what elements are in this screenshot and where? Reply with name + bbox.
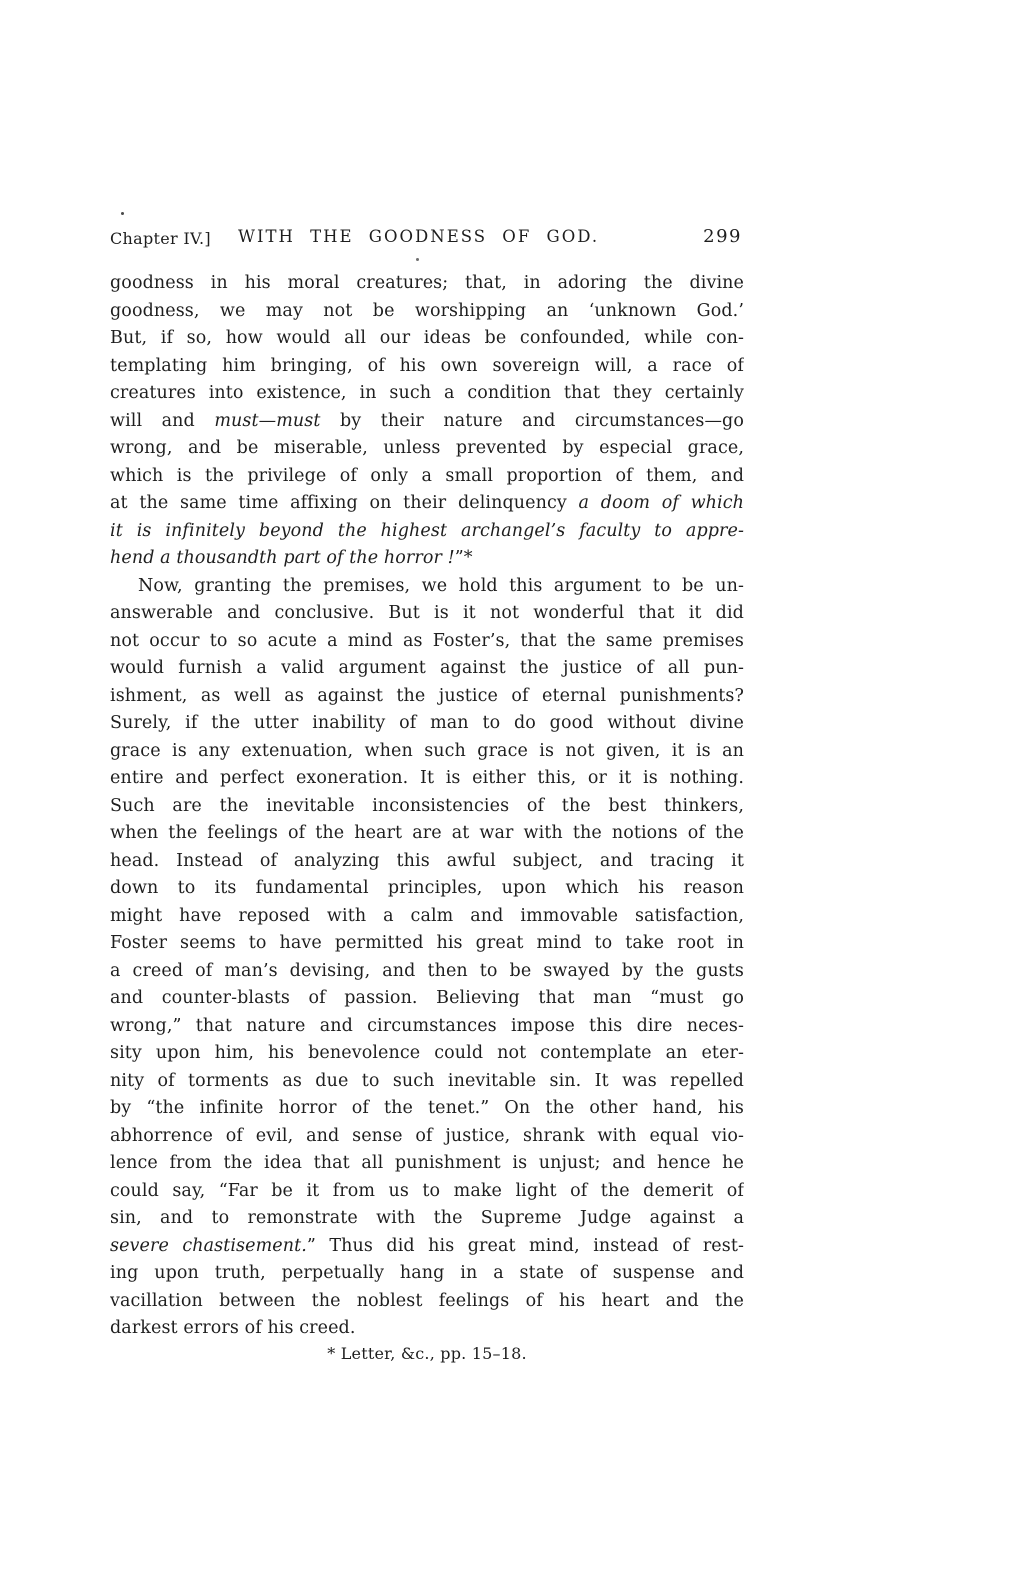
text-segment: wrong, and be miserable, unless prevented by especial grace, [110,438,744,458]
text-line [110,683,744,711]
page-body [110,270,744,1343]
scan-speck [121,212,124,215]
text-segment: lence from the idea that all punishment is unjust; and hence he [110,1153,744,1173]
text-segment: abhorrence of evil, and sense of justice, shrank with equal vio- [110,1125,744,1146]
text-segment: Foster seems to have permitted his great mind to take root in [110,933,744,953]
text-segment: Such are the inevitable inconsistencies of the best thinkers, [110,795,744,816]
text-segment: grace is any extenuation, when such grace is not given, it is an [110,740,744,761]
text-line [110,1068,744,1096]
text-segment: might have reposed with a calm and immovable satisfaction, [110,905,744,926]
text-line [110,325,744,353]
text-segment: ishment, as well as against the justice of eternal punishments? [110,685,744,706]
text-segment: But, if so, how would all our ideas be confounded, while con- [110,328,744,348]
text-line [110,1288,744,1316]
text-line [110,903,744,931]
italic-text-segment: hend a thousandth part of the horror ! [110,548,455,568]
text-line [110,298,744,326]
text-line [110,793,744,821]
text-line [110,1013,744,1041]
text-segment: which is the privilege of only a small proportion of them, and [110,465,744,486]
text-segment: and counter-blasts of passion. Believing that man “must go [110,988,744,1008]
text-segment: head. Instead of analyzing this awful subject, and tracing it [110,850,744,871]
text-line [110,765,744,793]
text-segment: creatures into existence, in such a condition that they certainly [110,383,744,403]
text-line [110,270,744,298]
text-segment: sin, and to remonstrate with the Supreme Judge against a [110,1208,744,1228]
footnote: * Letter, &c., pp. 15–18. [327,1344,527,1363]
running-head [110,226,744,252]
text-segment: sity upon him, his benevolence could not contemplate an eter- [110,1043,744,1063]
text-line [110,930,744,958]
text-line [110,573,744,601]
text-line [110,490,744,518]
text-segment: vacillation between the noblest feelings of his heart and the [110,1290,744,1311]
text-line [110,1150,744,1178]
text-segment: ”* [454,548,473,568]
italic-text-segment: a doom of which [578,493,744,513]
text-line [110,353,744,381]
text-line [110,435,744,463]
page-number: 299 [703,226,742,247]
text-line [110,628,744,656]
text-segment: ing upon truth, perpetually hang in a state of suspense and [110,1263,744,1283]
italic-text-segment: must—must [214,410,321,431]
text-line [110,1123,744,1151]
text-line [110,875,744,903]
text-segment: goodness in his moral creatures; that, in adoring the divine [110,273,744,293]
text-segment: not occur to so acute a mind as Foster’s, that the same premises [110,630,744,651]
text-segment: wrong,” that nature and circumstances impose this dire neces- [110,1015,744,1036]
text-line [110,1233,744,1261]
text-segment: at the same time affixing on their delinquency [110,493,579,513]
text-segment: Surely, if the utter inability of man to do good without divine [110,713,744,733]
scan-speck [416,258,419,261]
text-line [110,1205,744,1233]
text-segment: goodness, we may not be worshipping an ‘unknown God.’ [110,300,744,321]
text-segment: by their nature and circumstances—go [320,410,744,431]
text-line [110,848,744,876]
text-segment: nity of torments as due to such inevitable sin. It was repelled [110,1070,744,1091]
text-line [110,820,744,848]
text-segment: answerable and conclusive. But is it not wonderful that it did [110,603,744,623]
text-segment: darkest errors of his creed. [110,1318,356,1338]
text-segment: Now, granting the premises, we hold this argument to be un- [138,575,744,596]
text-line [110,985,744,1013]
text-line [110,738,744,766]
text-segment: by “the infinite horror of the tenet.” On the other hand, his [110,1098,744,1118]
italic-text-segment: it is infinitely beyond the highest archangel’s faculty to appre- [110,520,744,541]
italic-text-segment: severe chastisement. [110,1235,307,1256]
text-line [110,545,744,573]
text-segment: ” Thus did his great mind, instead of rest- [306,1235,744,1256]
text-segment: a creed of man’s devising, and then to be swayed by the gusts [110,960,744,981]
text-line [110,710,744,738]
text-segment: will and [110,410,215,431]
running-title: WITH THE GOODNESS OF GOD. [238,227,600,246]
text-line [110,408,744,436]
text-line [110,518,744,546]
text-segment: when the feelings of the heart are at war with the notions of the [110,823,744,843]
text-line [110,1315,744,1343]
text-segment: entire and perfect exoneration. It is either this, or it is nothing. [110,768,744,788]
text-segment: would furnish a valid argument against the justice of all pun- [110,658,744,678]
text-segment: down to its fundamental principles, upon which his reason [110,878,744,898]
text-line [110,958,744,986]
text-line [110,1178,744,1206]
text-line [110,1260,744,1288]
text-line [110,380,744,408]
text-line [110,463,744,491]
text-line [110,1095,744,1123]
text-segment: could say, “Far be it from us to make light of the demerit of [110,1180,744,1201]
text-segment: templating him bringing, of his own sovereign will, a race of [110,355,744,376]
text-line [110,600,744,628]
text-line [110,1040,744,1068]
text-line [110,655,744,683]
chapter-label: Chapter IV.] [110,229,211,248]
